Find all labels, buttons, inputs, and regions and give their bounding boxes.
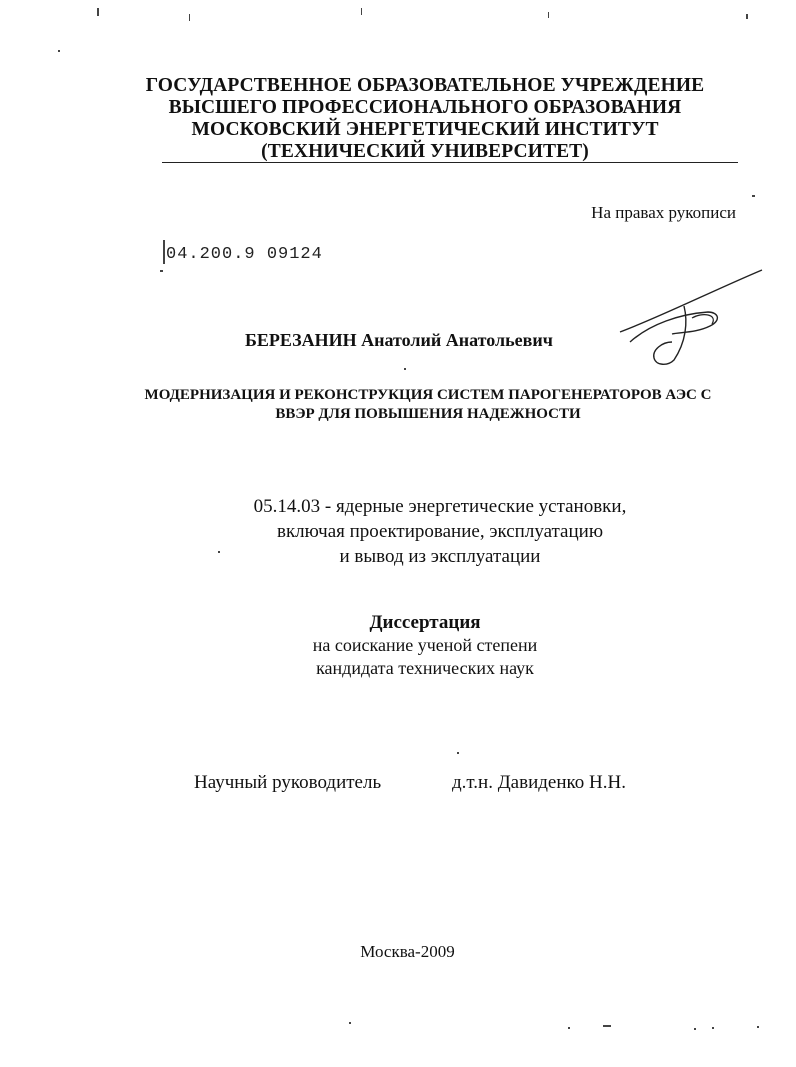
institution-line: ГОСУДАРСТВЕННОЕ ОБРАЗОВАТЕЛЬНОЕ УЧРЕЖДЕНИЕ — [145, 75, 705, 96]
scan-speck — [752, 195, 755, 197]
thesis-title — [60, 386, 796, 424]
scan-speck — [163, 240, 165, 264]
specialty-block — [170, 494, 710, 569]
scan-speck — [568, 1027, 570, 1029]
scan-speck — [361, 8, 362, 15]
thesis-title-line: ВВЭР ДЛЯ ПОВЫШЕНИЯ НАДЕЖНОСТИ — [275, 406, 581, 422]
scan-speck — [218, 551, 220, 553]
thesis-title-line: МОДЕРНИЗАЦИЯ И РЕКОНСТРУКЦИЯ СИСТЕМ ПАРОГЕНЕРАТОРОВ АЭС С — [144, 387, 712, 403]
document-type-heading: Диссертация — [369, 612, 481, 633]
document-type — [200, 611, 650, 680]
scan-speck — [58, 50, 60, 52]
scan-speck — [746, 14, 748, 19]
scan-speck — [189, 14, 190, 21]
institution-line: (ТЕХНИЧЕСКИЙ УНИВЕРСИТЕТ) — [261, 141, 589, 162]
institution-header — [0, 75, 796, 163]
signature-icon — [610, 262, 770, 372]
scan-speck — [97, 8, 99, 16]
scan-speck — [548, 12, 549, 18]
specialty-line: 05.14.03 - ядерные энергетические установки, — [253, 496, 627, 517]
scan-speck — [694, 1028, 696, 1030]
header-divider — [162, 162, 738, 163]
supervisor-label: Научный руководитель — [194, 772, 382, 793]
institution-line: МОСКОВСКИЙ ЭНЕРГЕТИЧЕСКИЙ ИНСТИТУТ — [191, 119, 659, 140]
scan-speck — [757, 1026, 759, 1028]
specialty-line: и вывод из эксплуатации — [339, 546, 541, 567]
scan-speck — [349, 1022, 351, 1024]
scan-speck — [160, 270, 163, 272]
author-name: БЕРЕЗАНИН Анатолий Анатольевич — [245, 330, 553, 350]
catalog-number: 04.200.9 09124 — [166, 245, 323, 264]
city-year: Москва-2009 — [360, 942, 455, 961]
degree-line: на соискание ученой степени — [312, 635, 538, 655]
degree-line: кандидата технических наук — [316, 658, 534, 678]
institution-line: ВЫСШЕГО ПРОФЕССИОНАЛЬНОГО ОБРАЗОВАНИЯ — [168, 97, 682, 118]
scan-speck — [404, 368, 406, 370]
specialty-line: включая проектирование, эксплуатацию — [276, 521, 604, 542]
scan-speck — [457, 752, 459, 754]
supervisor-name: д.т.н. Давиденко Н.Н. — [452, 772, 626, 793]
manuscript-note: На правах рукописи — [591, 203, 736, 222]
scan-speck — [712, 1027, 714, 1029]
scan-speck — [603, 1025, 611, 1027]
